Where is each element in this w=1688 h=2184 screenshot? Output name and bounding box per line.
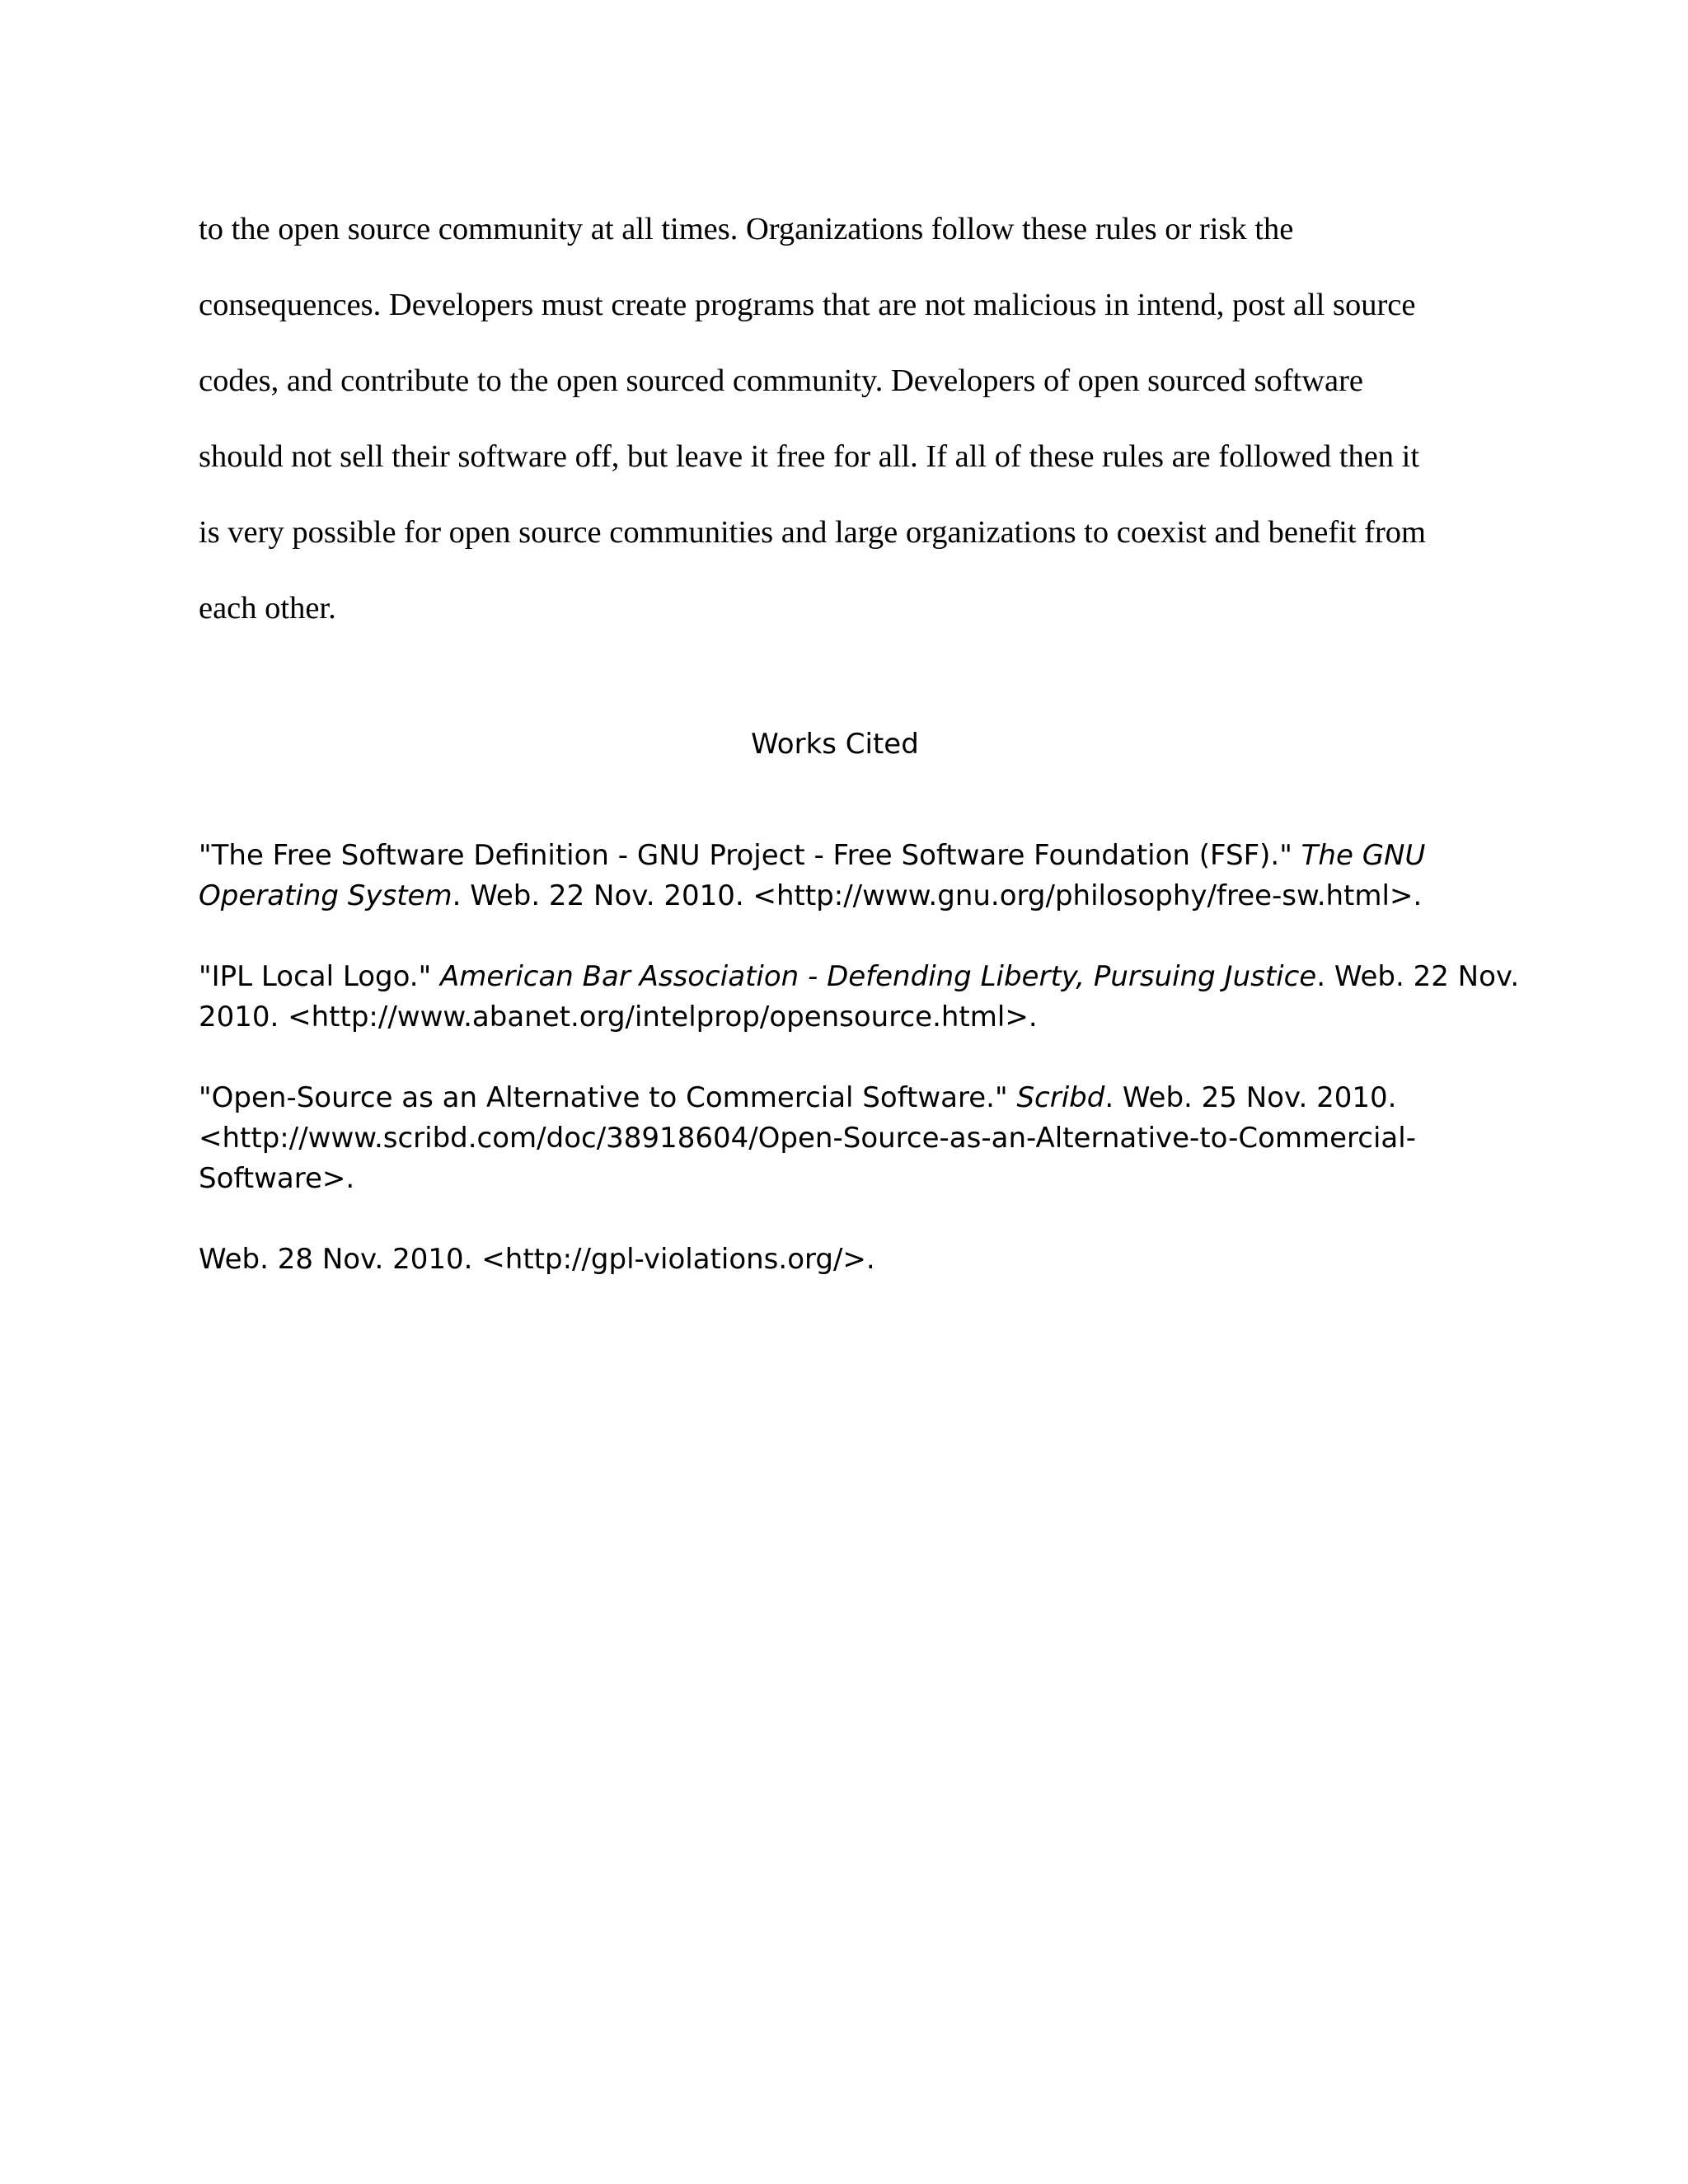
citation-text: "Open-Source as an Alternative to Commercial Software." xyxy=(199,1081,1017,1114)
citation-entry xyxy=(199,957,1520,1038)
citation-source-title: American Bar Association - Defending Liberty, Pursuing Justice xyxy=(440,960,1317,993)
citation-source-title: Operating System xyxy=(199,879,452,912)
citation-line xyxy=(199,836,1517,876)
body-paragraph xyxy=(199,191,1501,646)
citation-source-title: Scribd xyxy=(1016,1081,1105,1114)
citation-line: 2010. <http://www.abanet.org/intelprop/opensource.html>. xyxy=(199,1001,1038,1033)
citation-text: . Web. 22 Nov. 2010. <http://www.gnu.org/philosophy/free-sw.html>. xyxy=(452,879,1423,912)
paragraph-line: should not sell their software off, but leave it free for all. If all of these rules are followed then it xyxy=(199,439,1420,474)
paragraph-line: is very possible for open source communities and large organizations to coexist and benefit from xyxy=(199,515,1426,550)
citation-text: "The Free Software Definition - GNU Project - Free Software Foundation (FSF)." xyxy=(199,839,1301,872)
citation-line: Web. 28 Nov. 2010. <http://gpl-violations.org/>. xyxy=(199,1243,875,1276)
works-cited-list xyxy=(199,836,1520,1320)
citation-entry xyxy=(199,1240,1517,1280)
citation-text: "IPL Local Logo." xyxy=(199,960,441,993)
citation-line xyxy=(199,1078,1517,1118)
paragraph-line: codes, and contribute to the open sourced community. Developers of open sourced software xyxy=(199,363,1364,398)
paragraph-line: consequences. Developers must create programs that are not malicious in intend, post all source xyxy=(199,288,1416,322)
citation-source-title: The GNU xyxy=(1301,839,1426,872)
citation-line xyxy=(199,957,1520,997)
works-cited-heading: Works Cited xyxy=(751,728,919,761)
citation-text: . Web. 25 Nov. 2010. xyxy=(1104,1081,1397,1114)
citation-entry xyxy=(199,1078,1517,1199)
citation-text: . Web. 22 Nov. xyxy=(1316,960,1520,993)
citation-line: <http://www.scribd.com/doc/38918604/Open-Source-as-an-Alternative-to-Commercial- xyxy=(199,1122,1416,1155)
paragraph-line: each other. xyxy=(199,591,336,626)
paragraph-line: to the open source community at all times. Organizations follow these rules or risk the xyxy=(199,212,1294,246)
citation-entry xyxy=(199,836,1517,916)
citation-line xyxy=(199,876,1517,916)
citation-line: Software>. xyxy=(199,1162,355,1195)
